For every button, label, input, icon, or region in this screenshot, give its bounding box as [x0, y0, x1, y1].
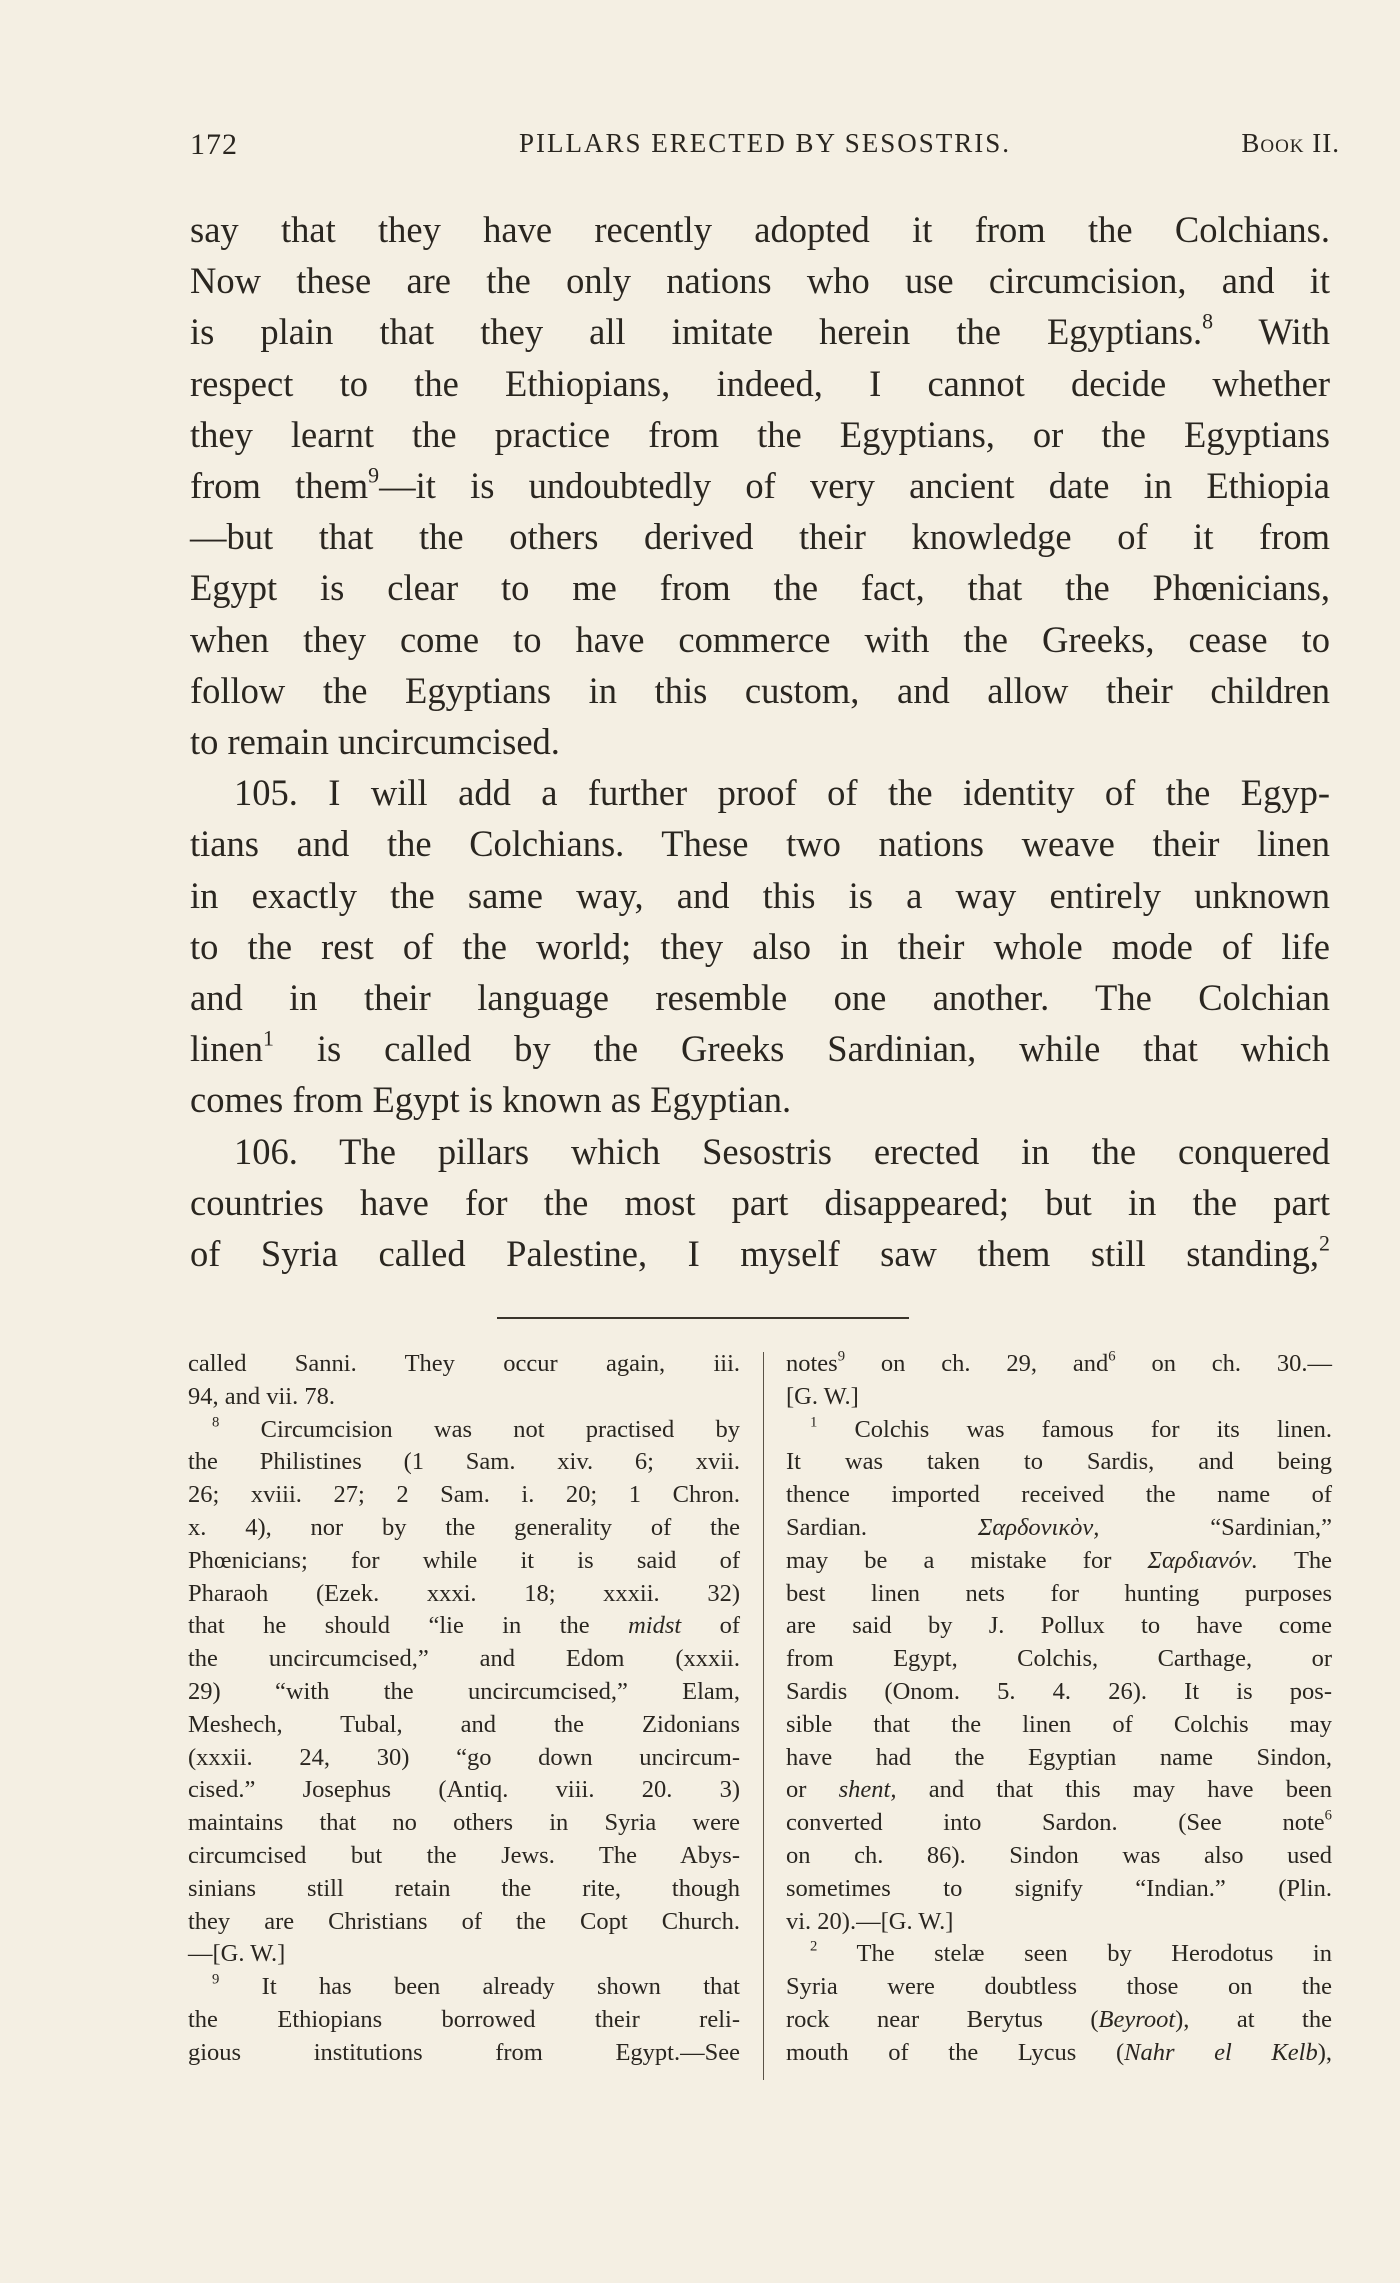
main-text	[190, 204, 1330, 1279]
footnote-line: have had the Egyptian name Sindon,	[786, 1743, 1332, 1771]
footnote-line: circumcised but the Jews. The Abys-	[188, 1841, 740, 1869]
footnote-line: maintains that no others in Syria were	[188, 1809, 740, 1837]
footnote-line: $^1$ Colchis was famous for its linen.	[810, 1414, 1332, 1443]
text-line: to remain uncircumcised.	[190, 721, 560, 763]
text-line: and in their language resemble one another. The Colchian	[190, 977, 1330, 1019]
footnote-separator	[497, 1317, 909, 1319]
footnote-line: Meshech, Tubal, and the Zidonians	[188, 1710, 740, 1738]
footnote-line: best linen nets for hunting purposes	[786, 1579, 1332, 1607]
footnote-number: 1	[810, 1414, 818, 1431]
text-line: they learnt the practice from the Egyptians, or the Egyptians	[190, 413, 1330, 455]
footnote-line: that he should “lie in the midst of	[188, 1612, 741, 1640]
footnotes	[188, 1348, 1332, 2088]
text-line: tians and the Colchians. These two nations weave their linen	[190, 823, 1330, 865]
footnote-line: $^9$ It has been already shown that	[212, 1971, 740, 2001]
paragraph-105-start: 105. I will add a further proof of the identity of the Egyp-	[234, 772, 1330, 814]
footnote-line: thence imported received the name of	[786, 1481, 1332, 1509]
footnote-line: Sardian. Σαρδονικὸν, “Sardinian,”	[786, 1513, 1333, 1541]
footnote-line: from Egypt, Colchis, Carthage, or	[786, 1645, 1332, 1673]
text-line: comes from Egypt is known as Egyptian.	[190, 1079, 792, 1121]
footnote-line: called Sanni. They occur again, iii.	[188, 1350, 740, 1377]
footnote-line: sinians still retain the rite, though	[188, 1874, 740, 1902]
footnote-line: converted into Sardon. (See note$^6$	[786, 1807, 1332, 1837]
footnote-mark[interactable]: 2	[1319, 1230, 1330, 1256]
text-line: countries have for the most part disappeared; but in the part	[190, 1181, 1330, 1223]
text-line: of Syria called Palestine, I myself saw them still standing,$^2$	[190, 1230, 1330, 1275]
footnote-line: sible that the linen of Colchis may	[786, 1710, 1332, 1738]
footnote-number: 2	[810, 1939, 818, 1956]
footnote-line: rock near Berytus (Beyroot), at the	[786, 2005, 1332, 2033]
footnote-number: 9	[212, 1971, 220, 1988]
text-line: when they come to have commerce with the Greeks, cease to	[190, 618, 1330, 660]
text-line: —but that the others derived their knowledge of it from	[190, 516, 1330, 558]
text-line: linen$^1$ is called by the Greeks Sardinian, while that which	[190, 1025, 1330, 1070]
footnote-line: x. 4), nor by the generality of the	[188, 1513, 740, 1541]
text-line: Now these are the only nations who use circumcision, and it	[190, 260, 1330, 302]
footnote-line: Syria were doubtless those on the	[786, 1973, 1332, 2001]
footnote-line: on ch. 86). Sindon was also used	[786, 1841, 1332, 1869]
paragraph-106-start: 106. The pillars which Sesostris erected in the conquered	[234, 1130, 1330, 1172]
text-line: follow the Egyptians in this custom, and allow their children	[190, 669, 1330, 711]
footnote-line: vi. 20).—[G. W.]	[786, 1907, 954, 1935]
footnote-line: 94, and vii. 78.	[188, 1382, 335, 1410]
footnote-mark[interactable]: 8	[1202, 309, 1214, 335]
footnote-line: cised.” Josephus (Antiq. viii. 20. 3)	[188, 1776, 740, 1804]
footnote-line: —[G. W.]	[188, 1940, 286, 1968]
footnote-line: It was taken to Sardis, and being	[786, 1448, 1332, 1476]
text-line: is plain that they all imitate herein the Egyptians.$^8$ With	[190, 309, 1330, 353]
footnote-mark[interactable]: 1	[262, 1025, 274, 1051]
footnote-line: (xxxii. 24, 30) “go down uncircum-	[188, 1743, 740, 1771]
text-line: from them$^9$—it is undoubtedly of very ancient date in Ethiopia	[190, 462, 1330, 507]
footnote-line: the Philistines (1 Sam. xiv. 6; xvii.	[188, 1448, 740, 1476]
text-line: respect to the Ethiopians, indeed, I cannot decide whether	[190, 362, 1330, 404]
footnotes-right-column	[786, 1348, 1332, 2070]
footnote-line: notes$^9$ on ch. 29, and$^6$ on ch. 30.—	[786, 1348, 1333, 1377]
footnote-mark[interactable]: 9	[368, 462, 380, 488]
footnote-line: mouth of the Lycus (Nahr el Kelb),	[786, 2038, 1332, 2066]
footnote-line: 26; xviii. 27; 2 Sam. i. 20; 1 Chron.	[188, 1481, 740, 1509]
footnote-number: 8	[212, 1414, 220, 1431]
page-number: 172	[190, 128, 238, 161]
footnote-line: Phœnicians; for while it is said of	[188, 1546, 740, 1574]
footnote-line: [G. W.]	[786, 1382, 859, 1410]
footnote-line: sometimes to signify “Indian.” (Plin.	[786, 1874, 1332, 1902]
footnote-line: gious institutions from Egypt.—See	[188, 2038, 740, 2066]
footnote-line: or shent, and that this may have been	[786, 1776, 1332, 1804]
footnote-line: $^8$ Circumcision was not practised by	[212, 1414, 740, 1443]
text-line: Egypt is clear to me from the fact, that the Phœnicians,	[190, 567, 1330, 609]
footnote-line: may be a mistake for Σαρδιανόν. The	[786, 1546, 1333, 1574]
book-label: Book II.	[1241, 128, 1340, 158]
footnote-line: Pharaoh (Ezek. xxxi. 18; xxxii. 32)	[188, 1579, 740, 1607]
running-title: PILLARS ERECTED BY SESOSTRIS.	[518, 128, 1012, 158]
text-line: in exactly the same way, and this is a way entirely unknown	[190, 874, 1330, 916]
footnote-line: are said by J. Pollux to have come	[786, 1612, 1332, 1640]
column-divider	[763, 1352, 764, 2080]
text-line: to the rest of the world; they also in their whole mode of life	[190, 925, 1330, 967]
running-head	[190, 128, 1340, 168]
footnote-line: the uncircumcised,” and Edom (xxxii.	[188, 1645, 740, 1673]
footnote-line: Sardis (Onom. 5. 4. 26). It is pos-	[786, 1677, 1332, 1705]
footnote-line: the Ethiopians borrowed their reli-	[188, 2005, 740, 2033]
footnote-line: $^2$ The stelæ seen by Herodotus in	[810, 1939, 1332, 1968]
text-line: say that they have recently adopted it from the Colchians.	[190, 209, 1330, 250]
footnote-line: 29) “with the uncircumcised,” Elam,	[188, 1677, 740, 1705]
footnote-line: they are Christians of the Copt Church.	[188, 1907, 740, 1935]
footnotes-left-column	[188, 1348, 740, 2070]
